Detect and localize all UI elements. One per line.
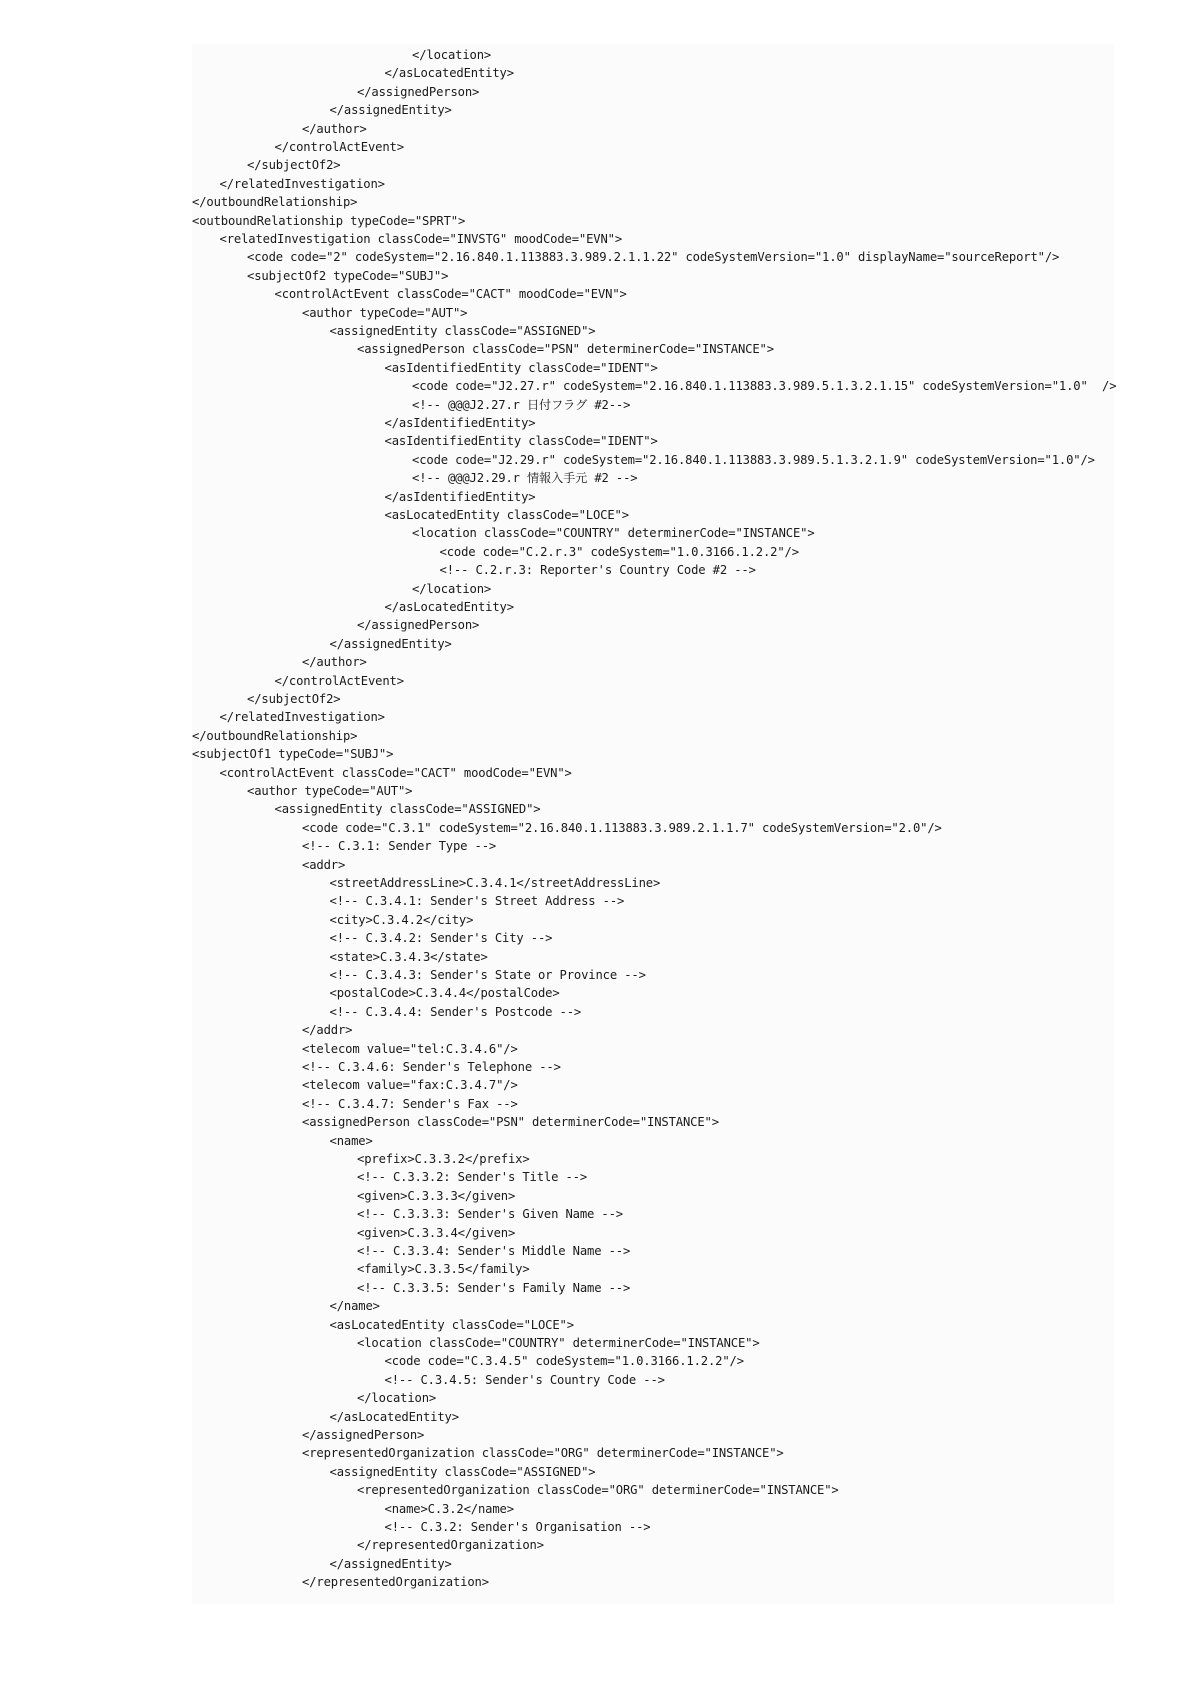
xml-comment-line: <!-- C.3.1: Sender Type --> [302, 839, 497, 854]
xml-code-line: <code code="J2.27.r" codeSystem="2.16.840.1.113883.3.989.5.1.3.2.1.15" codeSystemVersion="1.0" /> [412, 379, 1117, 394]
xml-code-line: <prefix>C.3.3.2</prefix> [357, 1152, 530, 1166]
xml-comment-line: <!-- C.3.4.5: Sender's Country Code --> [384, 1372, 665, 1387]
xml-code-line: </author> [302, 121, 367, 136]
xml-code-line: </name> [329, 1299, 380, 1314]
xml-code-line: <representedOrganization classCode="ORG" determinerCode="INSTANCE"> [302, 1446, 784, 1461]
xml-code-line: </asIdentifiedEntity> [384, 416, 536, 430]
xml-code-listing [192, 44, 1117, 1604]
xml-code-line: <given>C.3.3.3</given> [357, 1188, 516, 1203]
xml-comment-line: <!-- C.3.3.3: Sender's Given Name --> [357, 1207, 623, 1222]
xml-code-line: </addr> [302, 1023, 353, 1038]
xml-code-line: <state>C.3.4.3</state> [329, 949, 488, 964]
xml-code-line: </controlActEvent> [274, 140, 404, 154]
xml-code-line: </representedOrganization> [357, 1538, 544, 1553]
xml-code-line: <asIdentifiedEntity classCode="IDENT"> [384, 360, 658, 375]
xml-code-line: <assignedEntity classCode="ASSIGNED"> [274, 802, 541, 817]
xml-code-line: <name>C.3.2</name> [384, 1501, 514, 1516]
xml-code-line: <subjectOf1 typeCode="SUBJ"> [192, 747, 394, 762]
xml-code-line: </representedOrganization> [302, 1575, 489, 1590]
xml-code-line: </outboundRelationship> [192, 728, 358, 743]
xml-code-line: <author typeCode="AUT"> [247, 784, 413, 798]
xml-code-line: <representedOrganization classCode="ORG" determinerCode="INSTANCE"> [357, 1483, 839, 1498]
xml-code-line: <asIdentifiedEntity classCode="IDENT"> [384, 434, 658, 449]
xml-code-line: <asLocatedEntity classCode="LOCE"> [384, 508, 629, 522]
xml-code-line: <assignedEntity classCode="ASSIGNED"> [329, 1464, 596, 1479]
xml-code-line: <subjectOf2 typeCode="SUBJ"> [247, 268, 449, 283]
xml-code-line: </assignedEntity> [329, 636, 452, 651]
xml-code-line: <code code="C.2.r.3" codeSystem="1.0.3166.1.2.2"/> [439, 544, 799, 559]
xml-code-line: <outboundRelationship typeCode="SPRT"> [192, 213, 466, 228]
xml-code-line: </location> [412, 48, 492, 62]
xml-comment-line: <!-- C.3.4.1: Sender's Street Address --> [329, 894, 625, 909]
xml-code-line: </asLocatedEntity> [384, 600, 514, 614]
xml-comment-line: <!-- C.3.2: Sender's Organisation --> [384, 1520, 651, 1534]
xml-code-line: </assignedEntity> [329, 103, 452, 118]
xml-code-line: <location classCode="COUNTRY" determinerCode="INSTANCE"> [412, 526, 815, 541]
xml-code-line: <assignedEntity classCode="ASSIGNED"> [329, 324, 596, 338]
xml-code-line: </subjectOf2> [247, 158, 341, 173]
xml-code-line: </controlActEvent> [274, 673, 404, 688]
xml-code-line: </assignedPerson> [357, 618, 480, 633]
xml-code-line: </assignedEntity> [329, 1556, 452, 1571]
xml-code-line: <code code="C.3.1" codeSystem="2.16.840.1.113883.3.989.2.1.1.7" codeSystemVersion="2.0"/> [302, 820, 942, 835]
xml-code-line: <telecom value="tel:C.3.4.6"/> [302, 1041, 518, 1056]
xml-code-line: <addr> [302, 857, 346, 872]
xml-code-line: <location classCode="COUNTRY" determinerCode="INSTANCE"> [357, 1336, 760, 1350]
xml-code-line: </asLocatedEntity> [329, 1409, 459, 1424]
xml-code-line: </relatedInvestigation> [219, 176, 385, 191]
xml-code-line: <city>C.3.4.2</city> [329, 912, 474, 927]
xml-code-line: <assignedPerson classCode="PSN" determinerCode="INSTANCE"> [302, 1115, 719, 1130]
xml-code-line: <code code="C.3.4.5" codeSystem="1.0.3166.1.2.2"/> [384, 1354, 744, 1369]
xml-code-line: </relatedInvestigation> [219, 710, 385, 725]
xml-comment-line: <!-- C.2.r.3: Reporter's Country Code #2 --> [439, 563, 756, 578]
xml-comment-line: <!-- C.3.4.6: Sender's Telephone --> [302, 1060, 561, 1074]
xml-code-line: </asLocatedEntity> [384, 66, 514, 81]
xml-code-line: </location> [412, 581, 492, 596]
xml-code-line: </location> [357, 1391, 437, 1406]
xml-code-line: </subjectOf2> [247, 692, 341, 706]
xml-code-line: <controlActEvent classCode="CACT" moodCode="EVN"> [274, 287, 627, 302]
xml-code-line: <streetAddressLine>C.3.4.1</streetAddressLine> [329, 876, 661, 890]
xml-code-line: </assignedPerson> [357, 84, 480, 99]
xml-comment-line: <!-- C.3.3.2: Sender's Title --> [357, 1170, 587, 1185]
xml-code-line: <assignedPerson classCode="PSN" determinerCode="INSTANCE"> [357, 342, 774, 357]
xml-code-line: <given>C.3.3.4</given> [357, 1225, 516, 1240]
xml-code-line: <controlActEvent classCode="CACT" moodCode="EVN"> [219, 765, 572, 780]
xml-comment-line: <!-- @@@J2.29.r 情報入手元 #2 --> [412, 471, 638, 486]
xml-comment-line: <!-- @@@J2.27.r 日付フラグ #2--> [412, 397, 631, 412]
xml-comment-line: <!-- C.3.4.7: Sender's Fax --> [302, 1096, 518, 1111]
xml-code-line: <family>C.3.3.5</family> [357, 1262, 530, 1277]
xml-comment-line: <!-- C.3.3.4: Sender's Middle Name --> [357, 1244, 631, 1258]
document-page [192, 44, 1117, 1604]
xml-code-line: <relatedInvestigation classCode="INVSTG" moodCode="EVN"> [219, 232, 622, 246]
xml-comment-line: <!-- C.3.3.5: Sender's Family Name --> [357, 1280, 631, 1295]
xml-comment-line: <!-- C.3.4.3: Sender's State or Province --> [329, 968, 646, 982]
xml-comment-line: <!-- C.3.4.4: Sender's Postcode --> [329, 1004, 582, 1019]
xml-code-line: </assignedPerson> [302, 1428, 425, 1442]
xml-code-line: <code code="J2.29.r" codeSystem="2.16.840.1.113883.3.989.5.1.3.2.1.9" codeSystemVersion="1.0"/> [412, 452, 1095, 467]
xml-code-line: </author> [302, 655, 367, 670]
xml-code-line: <author typeCode="AUT"> [302, 305, 468, 320]
xml-code-line: <telecom value="fax:C.3.4.7"/> [302, 1078, 518, 1093]
xml-code-line: <code code="2" codeSystem="2.16.840.1.113883.3.989.2.1.1.22" codeSystemVersion="1.0" displayName="sourceReport"/> [247, 250, 1060, 265]
xml-code-line: <name> [329, 1133, 373, 1148]
xml-code-line: </asIdentifiedEntity> [384, 489, 536, 504]
xml-code-line: <asLocatedEntity classCode="LOCE"> [329, 1317, 574, 1332]
xml-comment-line: <!-- C.3.4.2: Sender's City --> [329, 931, 553, 946]
xml-code-line: </outboundRelationship> [192, 195, 358, 210]
xml-code-line: <postalCode>C.3.4.4</postalCode> [329, 986, 560, 1001]
